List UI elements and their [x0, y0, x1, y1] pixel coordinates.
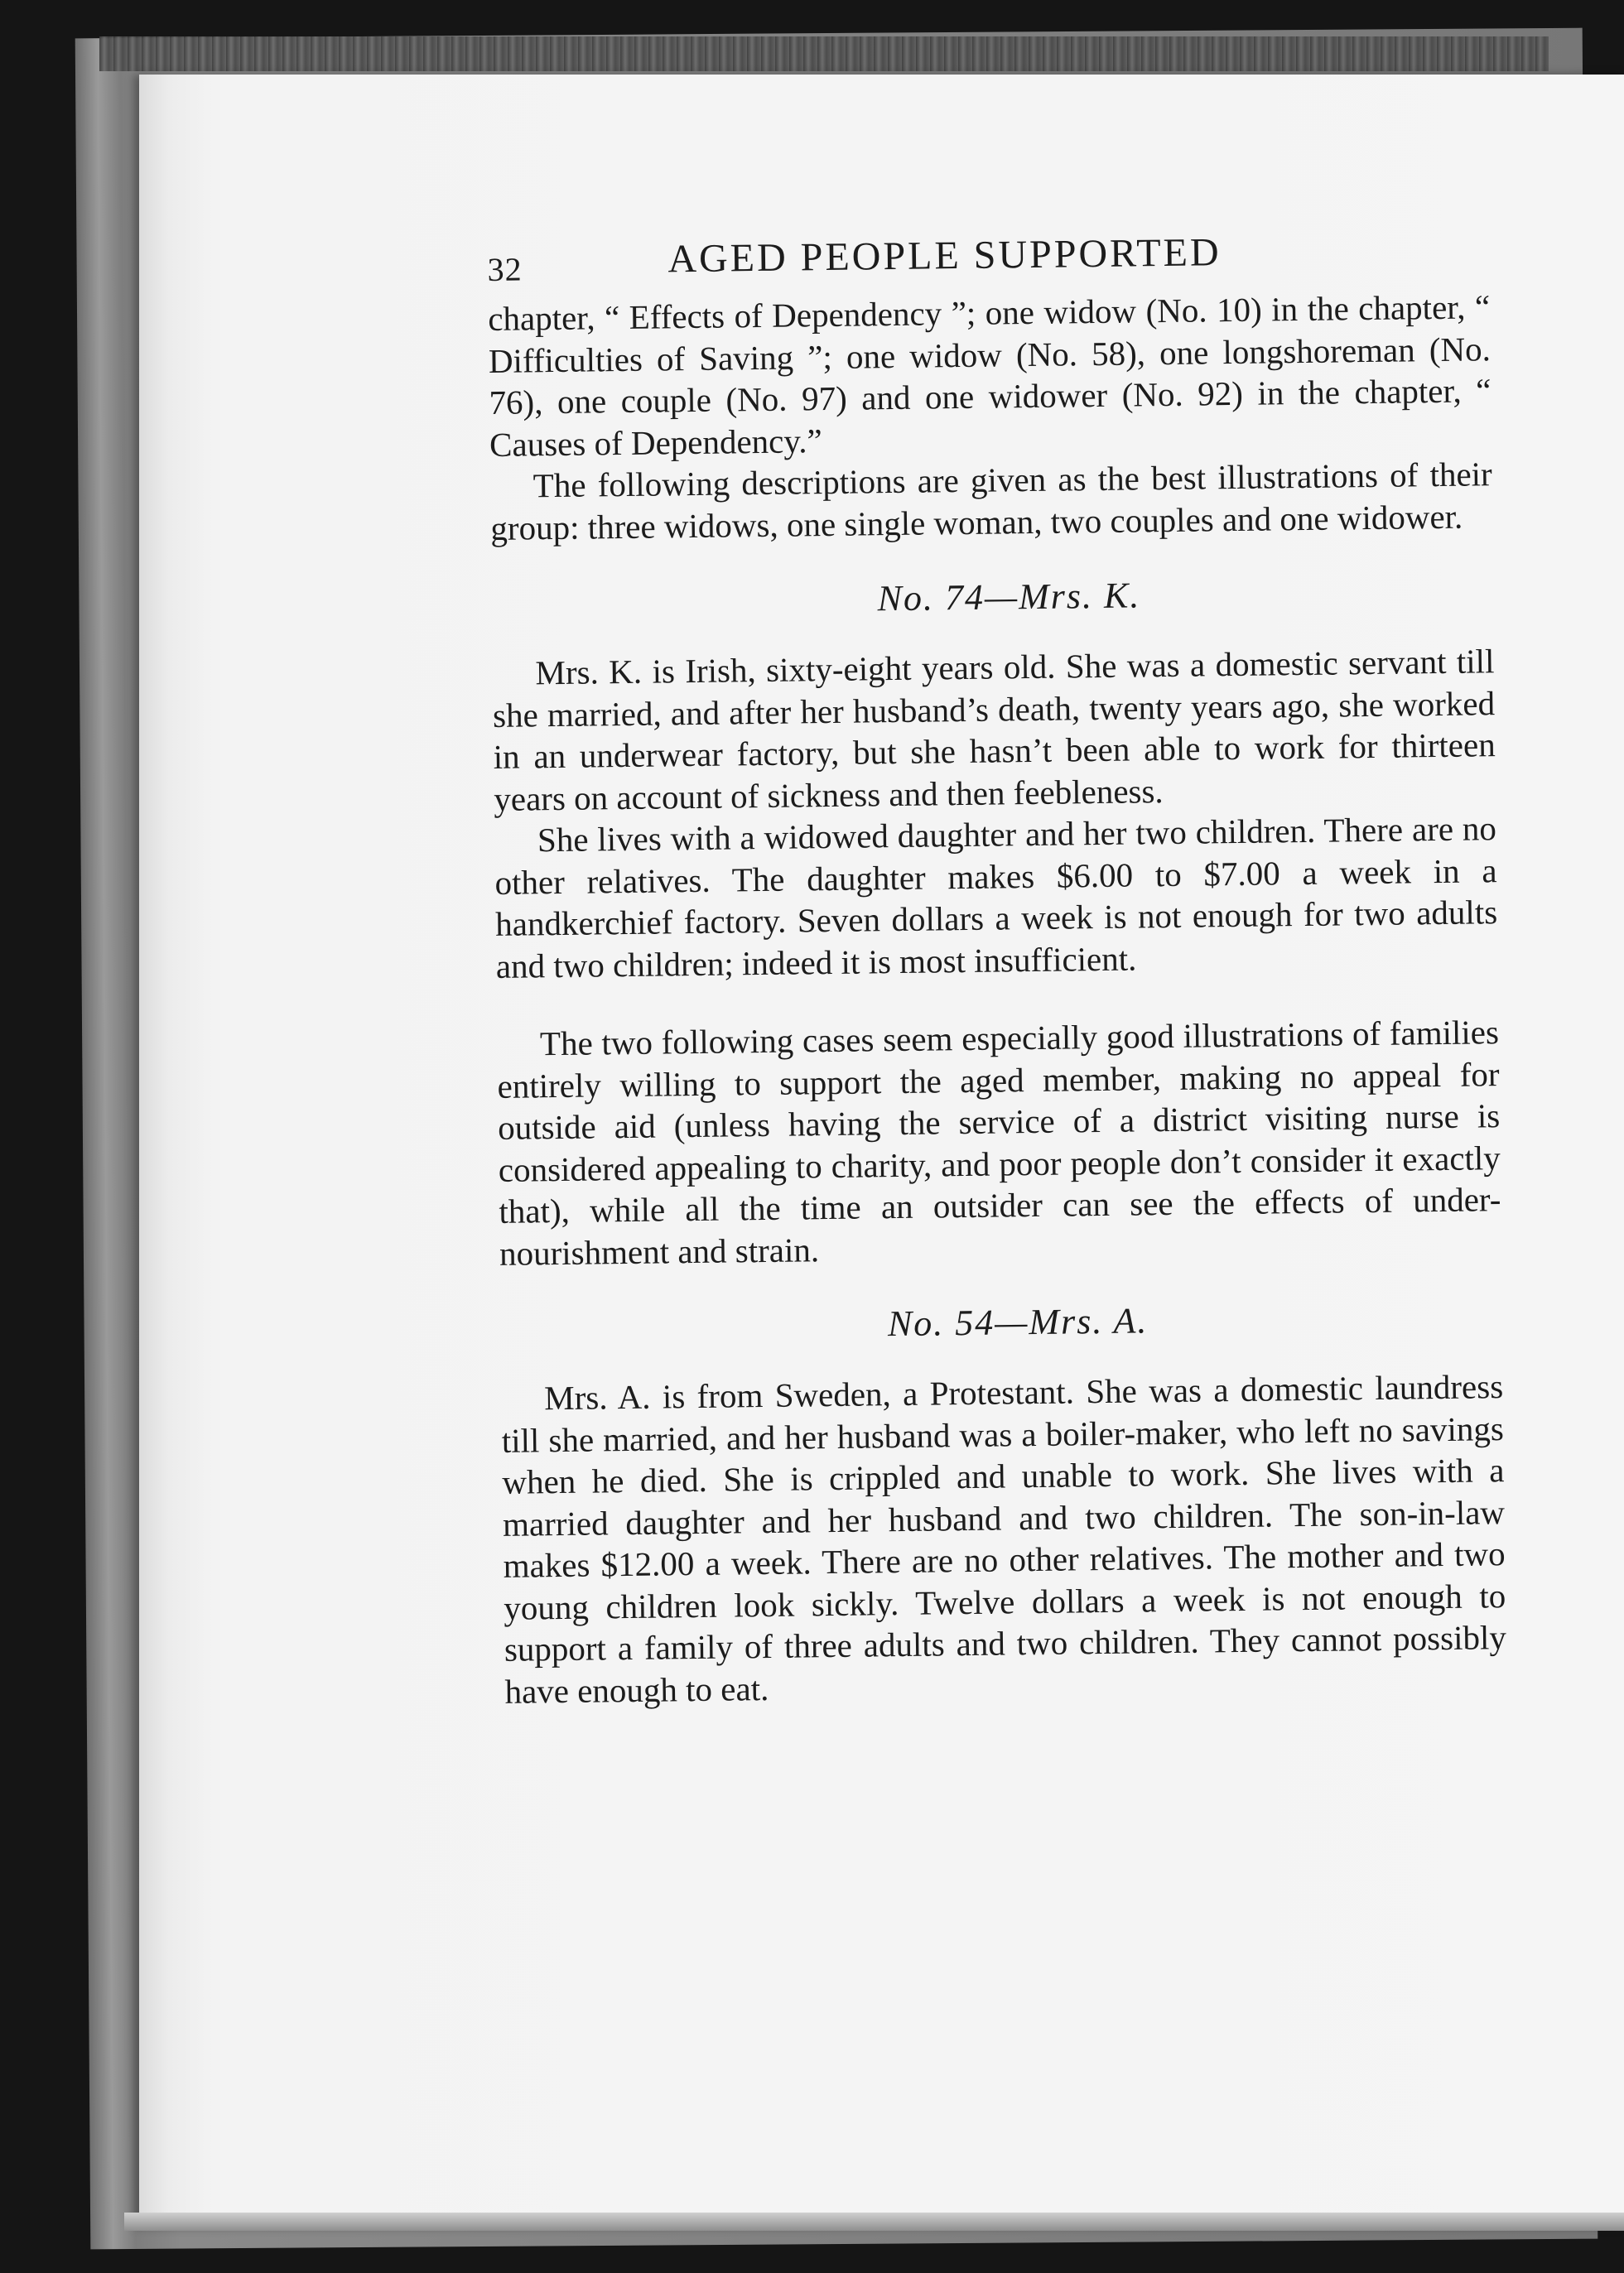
transition-paragraph: The two following cases seem especially good illustrations of families entirely willing to support the aged member, making no appeal for outside aid (unless having the service of a district visiting nurse is considered appealing to charity, and poor people don’t consider it exactly that), while all the time an outsider can see the effects of under-nourishment and strain. — [497, 1013, 1501, 1273]
running-head: AGED PEOPLE SUPPORTED — [667, 230, 1222, 282]
page-header — [487, 219, 1490, 298]
book-binding-top — [99, 36, 1549, 71]
intro-following-paragraph: The following descriptions are given as the best illustrations of their group: three widows, one single woman, two couples and one widower. — [490, 455, 1492, 547]
page-number: 32 — [487, 250, 523, 288]
intro-continuation-paragraph: chapter, “ Effects of Dependency ”; one widow (No. 10) in the chapter, “ Difficulties of Saving ”; one widow (No. 58), one longshoreman (No. 76), one couple (No. 97) and one widower (No. 92) in the chapter, “ Causes of Dependency.” — [488, 287, 1491, 464]
page-bottom-edge — [124, 2213, 1624, 2231]
case-54-paragraph-1: Mrs. A. is from Sweden, a Protestant. She was a domestic laundress till she married, and her husband was a boiler-maker, who left no savings when he died. She is crippled and unable to work. She lives with a married daughter and her husband and two children. The son-in-law makes $12.00 a week. There are no other relatives. The mother and two young children look sickly. Twelve dollars a week is not enough to support a family of three adults and two children. They cannot possibly have enough to eat. — [501, 1367, 1507, 1711]
page-text — [487, 219, 1507, 1712]
case-74-paragraph-1: Mrs. K. is Irish, sixty-eight years old. She was a domestic servant till she married, and after her husband’s death, twenty years ago, she worked in an underwear factory, but she hasn’t been able to work for thirteen years on account of sickness and then feebleness. — [492, 642, 1496, 818]
case-74-paragraph-2: She lives with a widowed daughter and her two children. There are no other relatives. The daughter makes $6.00 to $7.00 a week in a handkerchief factory. Seven dollars a week is not enough for two adults and two children; indeed it is most insufficient. — [494, 809, 1498, 985]
case-54-heading: No. 54—Mrs. A. — [887, 1300, 1149, 1345]
case-74-heading: No. 74—Mrs. K. — [877, 575, 1141, 619]
